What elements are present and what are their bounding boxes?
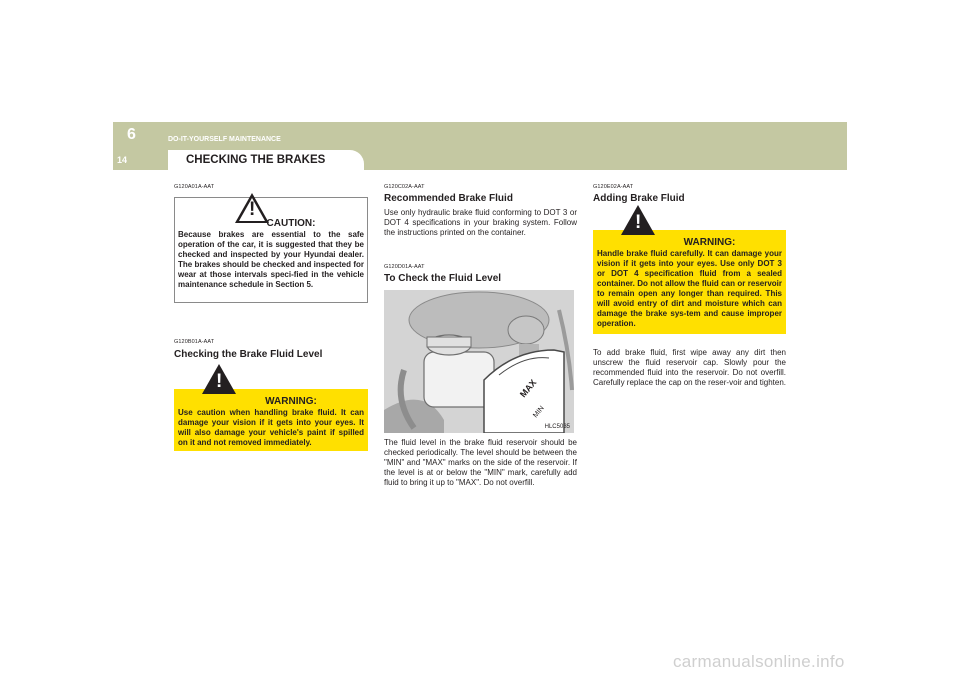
level-heading: To Check the Fluid Level: [384, 273, 502, 284]
column-1: [174, 184, 368, 451]
caution-box: [174, 197, 368, 303]
warning-box: [174, 371, 368, 451]
column-3: [593, 184, 786, 388]
section-title: CHECKING THE BRAKES: [186, 154, 326, 166]
caution-text: Because brakes are essential to the safe operation of the car, it is suggested that they be checked and inspected by your Hyundai dealer. The brakes should be checked and inspected for wear at those intervals speci-fied in the vehicle maintenance schedule in Section 5.: [178, 230, 364, 289]
caution-heading: CAUTION:: [266, 218, 316, 229]
warning-heading: WARNING:: [683, 237, 736, 248]
recommended-heading: Recommended Brake Fluid: [384, 193, 513, 204]
exclamation-icon: !: [235, 193, 269, 223]
level-text: The fluid level in the brake fluid reservoir should be checked periodically. The level should be between the "MIN" and "MAX" marks on the side of the reservoir. If the level is at or below the "MIN" mark, carefully add fluid to bring it up to "MAX". Do not overfill.: [384, 438, 577, 487]
warning-heading: WARNING:: [265, 396, 317, 407]
engine-bay-drawing: [384, 290, 574, 433]
warning-text: Handle brake fluid carefully. It can damage your vision if it gets into your eyes. Use only DOT 3 or DOT 4 specification fluid from a sealed container. Do not allow the fluid can or reservoir to remain open any longer than required. This will avoid entry of dirt and moisture which can damage the brake sys-tem and cause improper operation.: [597, 249, 782, 328]
level-code: G120D01A-AAT: [384, 264, 425, 270]
warning-text: Use caution when handling brake fluid. It can damage your vision if it gets into your eyes. It will also damage your vehicle's paint if spilled on it and not removed immediately.: [178, 408, 364, 447]
caution-code: G120A01A-AAT: [174, 184, 215, 190]
page-number: 14: [117, 155, 128, 165]
adding-heading: Adding Brake Fluid: [593, 193, 685, 204]
min-mark: MIN: [532, 404, 546, 420]
max-mark: MAX: [517, 377, 539, 400]
check-heading: Checking the Brake Fluid Level: [174, 349, 323, 360]
check-code: G120B01A-AAT: [174, 339, 215, 345]
brake-reservoir-illustration: [384, 290, 574, 433]
column-2: [384, 184, 577, 488]
watermark: carmanualsonline.info: [673, 652, 845, 671]
recommended-text: Use only hydraulic brake fluid conforming to DOT 3 or DOT 4 specifications in your braking system. Follow the instructions printed on the container.: [384, 208, 577, 237]
exclamation-icon: !: [621, 205, 655, 235]
photo-code: HLC5035: [544, 424, 570, 430]
adding-code: G120E02A-AAT: [593, 184, 634, 190]
chapter-title: DO-IT-YOURSELF MAINTENANCE: [168, 136, 281, 143]
recommended-code: G120C02A-AAT: [384, 184, 425, 190]
chapter-number: 6: [127, 126, 136, 143]
adding-text: To add brake fluid, first wipe away any dirt then unscrew the fluid reservoir cap. Slowly pour the recommended fluid into the reservoir. Do not overfill. Carefully replace the cap on the reser-voir and tighten.: [593, 348, 786, 387]
exclamation-icon: !: [202, 364, 236, 394]
warning-box: [593, 212, 786, 334]
